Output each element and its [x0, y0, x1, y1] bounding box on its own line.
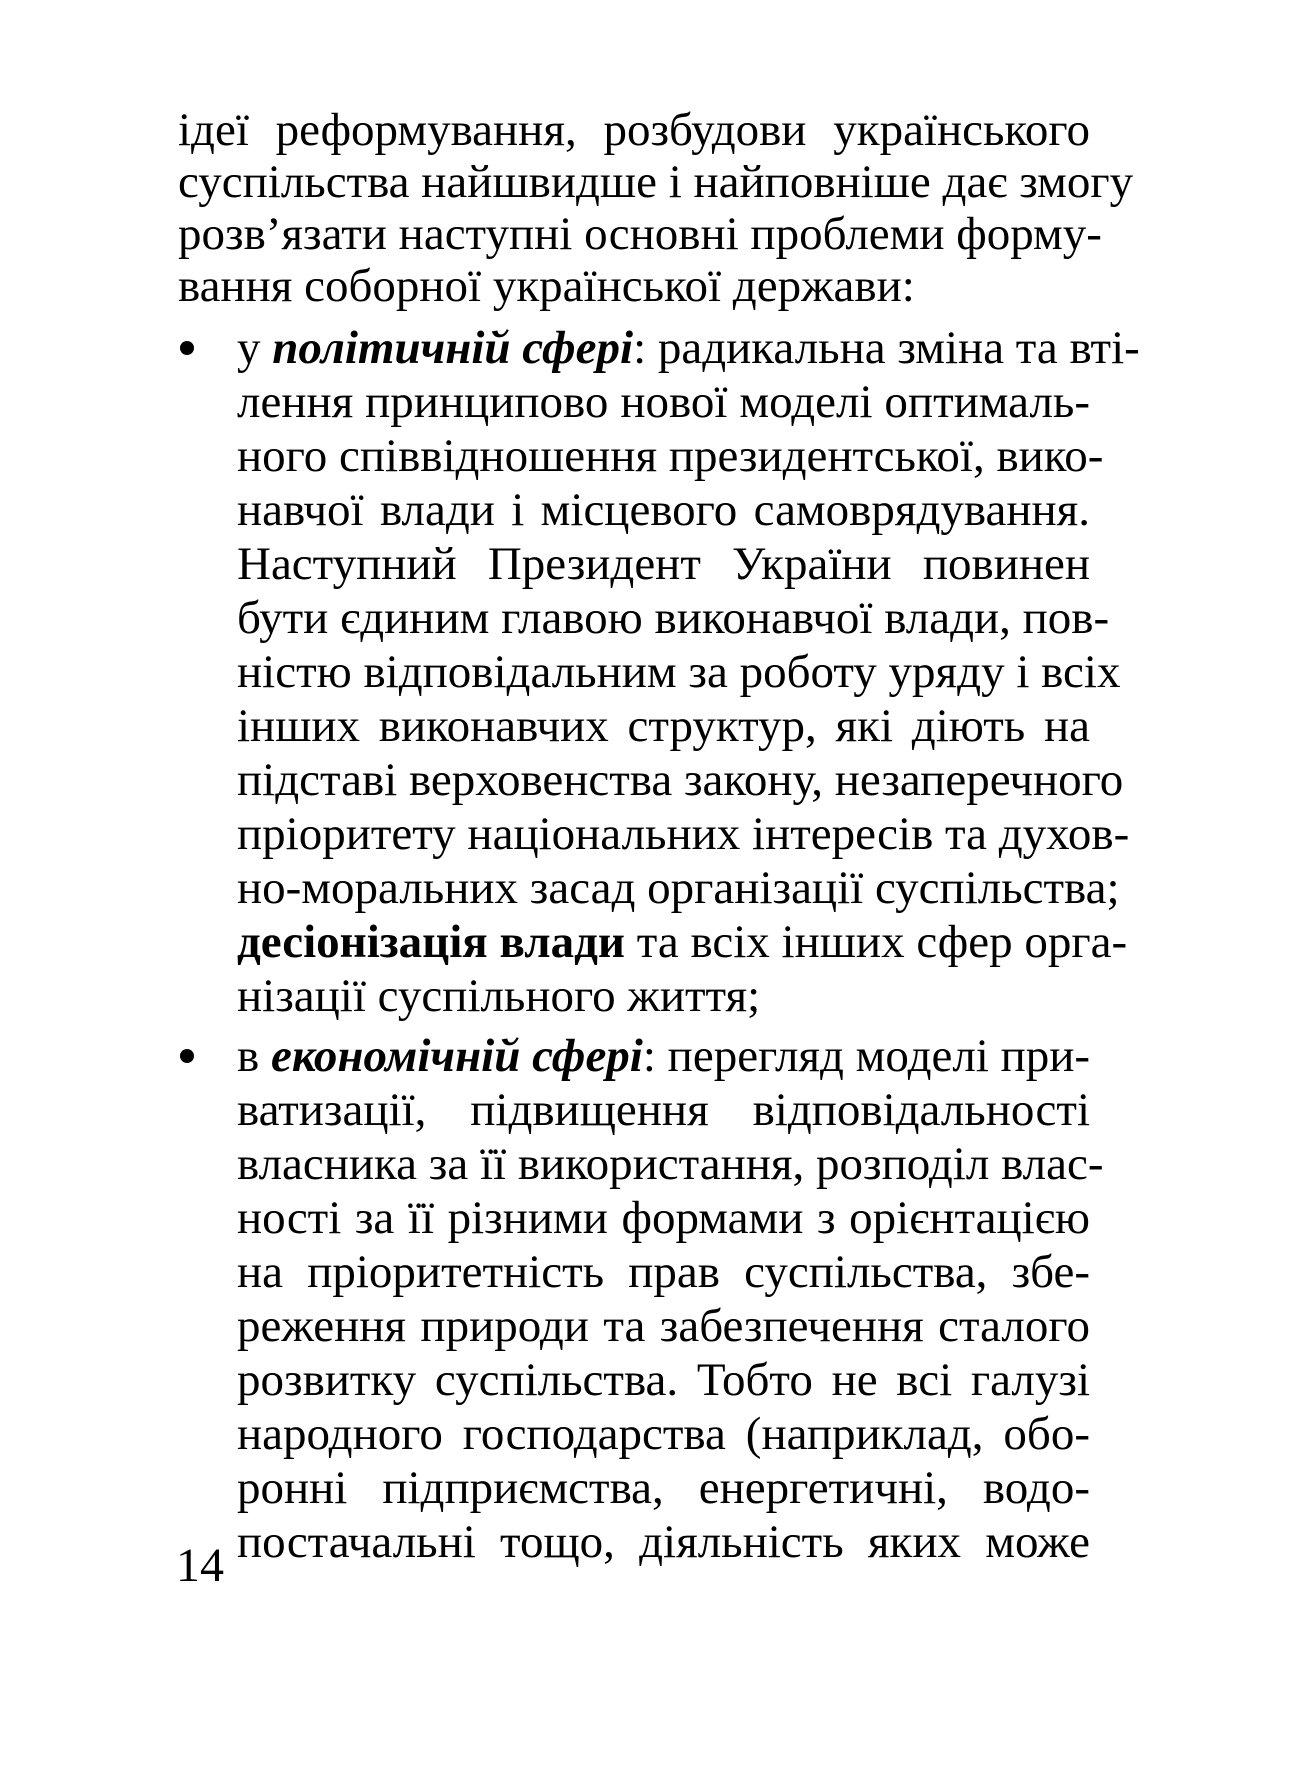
economic-line-1: [237, 1026, 1090, 1086]
political-bold-term: десіонізація влади: [237, 916, 625, 968]
economic-line-6: реження природи та забезпечення сталого: [237, 1300, 1090, 1352]
economic-line-10: постачальні тощо, діяльність яких може: [237, 1516, 1090, 1568]
political-line-7: ністю відповідальним за роботу уряду і всіх: [237, 646, 1121, 698]
economic-line-2: ватизації, підвищення відповідальності: [237, 1084, 1090, 1136]
political-line-1: [237, 318, 1140, 378]
political-first-rest: : радикальна зміна та вті-: [633, 322, 1140, 374]
economic-line-9: ронні підприємства, енергетичні, водо-: [237, 1462, 1090, 1514]
political-prefix: у: [237, 322, 273, 374]
economic-line-7: розвитку суспільства. Тобто не всі галузі: [237, 1354, 1090, 1406]
political-line-13: нізації суспільного життя;: [237, 970, 761, 1022]
economic-prefix: в: [237, 1030, 271, 1082]
political-line-9: підставі верховенства закону, незаперечного: [237, 754, 1124, 806]
bullet-economic-icon: [180, 1049, 194, 1063]
economic-label: економічній сфері: [270, 1030, 643, 1082]
political-line-12: [237, 912, 1128, 972]
political-label: політичній сфері: [272, 322, 634, 374]
political-line-3: ного співвідношення президентської, вико-: [237, 430, 1104, 482]
economic-line-8: народного господарства (наприклад, обо-: [237, 1408, 1090, 1460]
intro-line-4: вання соборної української держави:: [178, 260, 915, 312]
political-line-4: навчої влади і місцевого самоврядування.: [237, 484, 1090, 536]
political-line-5: Наступний Президент України повинен: [237, 538, 1090, 590]
bullet-political-icon: [180, 341, 194, 355]
economic-line-5: на пріоритетність прав суспільства, збе-: [237, 1246, 1090, 1298]
economic-line-3: власника за її використання, розподіл влас-: [237, 1138, 1104, 1190]
page-number: 14: [176, 1539, 224, 1592]
political-line-6: бути єдиним главою виконавчої влади, пов-: [237, 592, 1110, 644]
intro-line-2: суспільства найшвидше і найповніше дає змогу: [178, 156, 1134, 208]
economic-line-4: ності за її різними формами з орієнтацією: [237, 1192, 1090, 1244]
political-line-8: інших виконавчих структур, які діють на: [237, 700, 1090, 752]
political-line-10: пріоритету національних інтересів та духов-: [237, 808, 1130, 860]
intro-line-3: розв’язати наступні основні проблеми форму-: [178, 208, 1102, 260]
political-line-2: лення принципово нової моделі оптималь-: [237, 376, 1090, 428]
intro-line-1: ідеї реформування, розбудови українського: [178, 104, 1090, 156]
economic-first-rest: : перегляд моделі при-: [642, 1030, 1091, 1082]
political-bold-rest: та всіх інших сфер орга-: [624, 916, 1128, 968]
political-line-11: но-моральних засад організації суспільства;: [237, 862, 1120, 914]
